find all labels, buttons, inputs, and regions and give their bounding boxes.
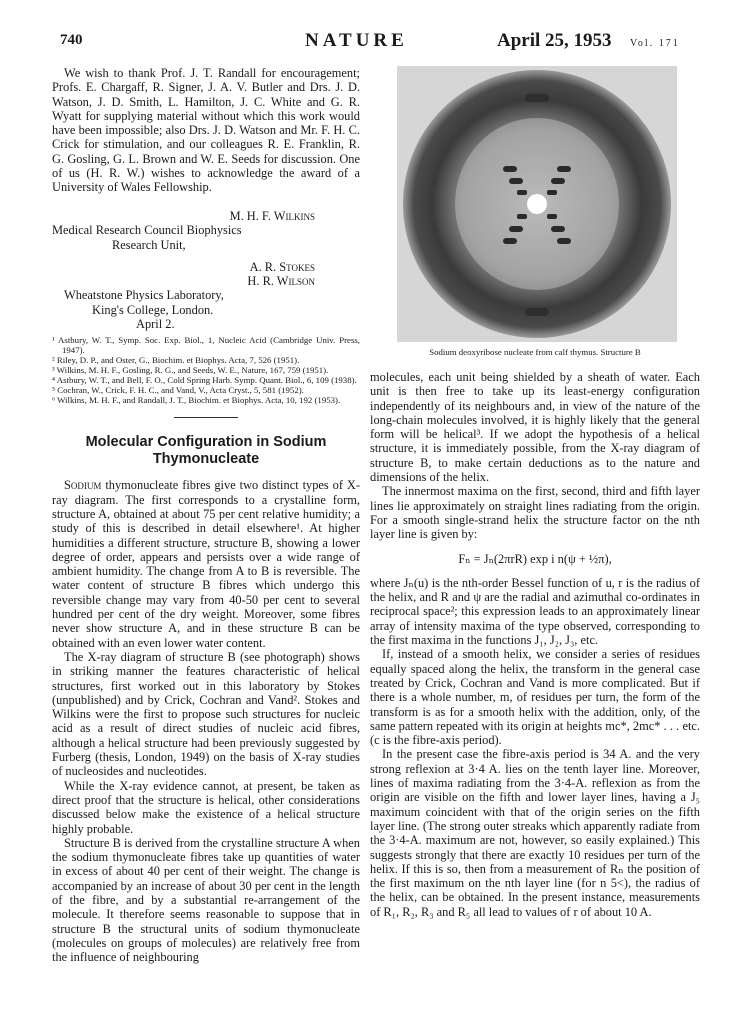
issue-date: April 25, 1953	[497, 30, 612, 51]
affiliation-mrc-unit: Research Unit,	[112, 237, 186, 252]
paragraph-r3: where Jₙ(u) is the nth-order Bessel function of u, r is the radius of the helix, and R and ψ are the radial and azimuthal co-ordinates in reciprocal space²; this expression leads to an approximately linear array of intensity maxima of the type observed, corresponding to the first maxima in the functions J₁, J₂, J₃, etc.	[370, 575, 700, 648]
paragraph-r1: molecules, each unit being shielded by a sheath of water. Each unit is then free to take up its least-energy configuration independently of its neighbours and, in view of the nature of the long-chain molecules involved, it is highly likely that the general form will be helical³. If we adopt the hypothesis of a helical structure, it is immediately possible, from the X-ray diagram of structure B, to make certain deductions as to the nature and dimensions of the helix.	[370, 370, 700, 485]
bessel-equation: Fₙ = Jₙ(2πrR) exp i n(ψ + ½π),	[458, 551, 612, 566]
affiliation-mrc: Medical Research Council Biophysics	[52, 223, 242, 238]
paragraph-3: While the X-ray evidence cannot, at present, be taken as direct proof that the structure is helical, other considerations discussed below make the existence of a helical structure highly probable.	[52, 778, 360, 836]
paragraph-1	[52, 478, 360, 650]
volume: Vol. 171	[630, 38, 680, 49]
paragraph-r4: If, instead of a smooth helix, we consider a series of residues equally spaced along the helix, the transform in the general case treated by Crick, Cochran and Vand is more complicated. But if there is a whole number, m, of residues per turn, the form of the transform is as for a smooth helix with the addition, only, of the same pattern repeated with its origin at heights mc*, 2mc* . . . etc. (c is the fibre-axis period).	[370, 647, 700, 748]
left-column	[52, 66, 360, 964]
paragraph-r5: In the present case the fibre-axis period is 34 A. and the very strong reflexion at 3·4 A. lies on the tenth layer line. Moreover, lines of maxima radiating from the 3·4-A. reflexion as from the origin are visible on the fifth and lower layer lines, having a J₅ maximum coincident with that of the origin series on the fifth layer line. (The strong outer streaks which apparently radiate from the 3·4-A. maximum are not, however, so easily explained.) This suggests strongly that there are exactly 10 residues per turn of the helix. If this is so, then from a measurement of Rₙ the position of the first maximum on the nth layer line (for n 5<), the radius of the helix, can be obtained. In the present instance, measurements of R₁, R₂, R₃ and R₅ all lead to values of r of about 10 A.	[370, 747, 700, 919]
affiliation-kings: King's College, London.	[92, 302, 214, 317]
reference-item: ⁴ Astbury, W. T., and Bell, F. O., Cold Spring Harb. Symp. Quant. Biol., 6, 109 (1938).	[52, 375, 357, 386]
acknowledgement: We wish to thank Prof. J. T. Randall for encouragement; Profs. E. Chargaff, R. Signer, J. A. V. Butler and Drs. J. D. Watson, J. D. Smith, L. Hamilton, J. C. White and G. R. Wyatt for supplying material without which this work would have been impossible; also Drs. J. D. Watson and Mr. F. H. C. Crick for stimulation, and our colleagues R. E. Franklin, R. G. Gosling, G. L. Brown and W. E. Seeds for discussion. One of us (H. R. W.) wishes to acknowledge the award of a University of Wales Fellowship.	[52, 66, 360, 195]
section-divider	[174, 417, 238, 418]
reference-item: ² Riley, D. P., and Oster, G., Biochim. et Biophys. Acta, 7, 526 (1951).	[52, 355, 300, 366]
lead-word: Sodium	[64, 478, 102, 493]
journal-name: NATURE	[305, 30, 408, 51]
right-column	[370, 370, 700, 919]
reference-item: ⁶ Wilkins, M. H. F., and Randall, J. T., Biochim. et Biophys. Acta, 10, 192 (1953).	[52, 395, 341, 406]
affiliation-wheatstone: Wheatstone Physics Laboratory,	[64, 288, 224, 303]
paragraph-r2: The innermost maxima on the first, second, third and fifth layer lines lie approximately on straight lines radiating from the origin. For a smooth single-strand helix the structure factor on the nth layer line is given by:	[370, 484, 700, 542]
letter-date: April 2.	[136, 317, 175, 332]
reference-list	[52, 335, 360, 405]
page-number: 740	[60, 32, 83, 48]
diffraction-pattern	[397, 66, 677, 342]
paragraph-1-text: thymonucleate fibres give two distinct types of X-ray diagram. The first corresponds to a crystalline form, structure A, obtained at about 75 per cent relative humidity; a study of this is described in detail elsewhere¹. At higher humidities a different structure, structure B, showing a lower degree of order, appears and persists over a wide range of ambient humidity. The change from A to B is reversible. The water content of structure B fibres which undergo this reversible change may vary from 40-50 per cent to several hundred per cent of the dry weight. Moreover, some fibres never show structure A, and in these structure B can be obtained with an even lower water content.	[52, 478, 360, 650]
paragraph-4: Structure B is derived from the crystalline structure A when the sodium thymonucleate fibres take up quantities of water in excess of about 40 per cent of their weight. The change is accompanied by an increase of about 30 per cent in the length of the fibre, and by a substantial re-arrangement of the molecule. It therefore seems reasonable to suppose that in structure B the structural units of sodium thymonucleate (molecules on groups of molecules) are relatively free from the influence of neighbouring	[52, 835, 360, 965]
reference-item: ⁵ Cochran, W., Crick, F. H. C., and Vand, V., Acta Cryst., 5, 581 (1952).	[52, 385, 304, 396]
author-stokes: A. R. Stokes	[249, 259, 315, 274]
reference-item: ³ Wilkins, M. H. F., Gosling, R. G., and Seeds, W. E., Nature, 167, 759 (1951).	[52, 365, 329, 376]
author-wilson: H. R. Wilson	[247, 274, 315, 289]
figure-caption: Sodium deoxyribose nucleate from calf thymus. Structure B	[429, 347, 641, 357]
reference-item: ¹ Astbury, W. T., Symp. Soc. Exp. Biol., 1, Nucleic Acid (Cambridge Univ. Press, 1947).	[52, 335, 360, 356]
paragraph-2: The X-ray diagram of structure B (see photograph) shows in striking manner the features characteristic of helical structures, first worked out in this laboratory by Stokes (unpublished) and by Crick, Cochran and Vand². Stokes and Wilkins were the first to propose such structures for nucleic acid as a result of direct studies of nucleic acid fibres, although a helical structure had been previously suggested by Furberg (thesis, London, 1949) on the basis of X-ray studies of nucleosides and nucleotides.	[52, 649, 360, 779]
page-header	[0, 0, 740, 60]
x-ray-diffraction-photo	[397, 66, 677, 342]
author-wilkins: M. H. F. Wilkins	[229, 209, 315, 223]
article-title: Molecular Configuration in Sodium Thymonucleate	[85, 434, 327, 468]
